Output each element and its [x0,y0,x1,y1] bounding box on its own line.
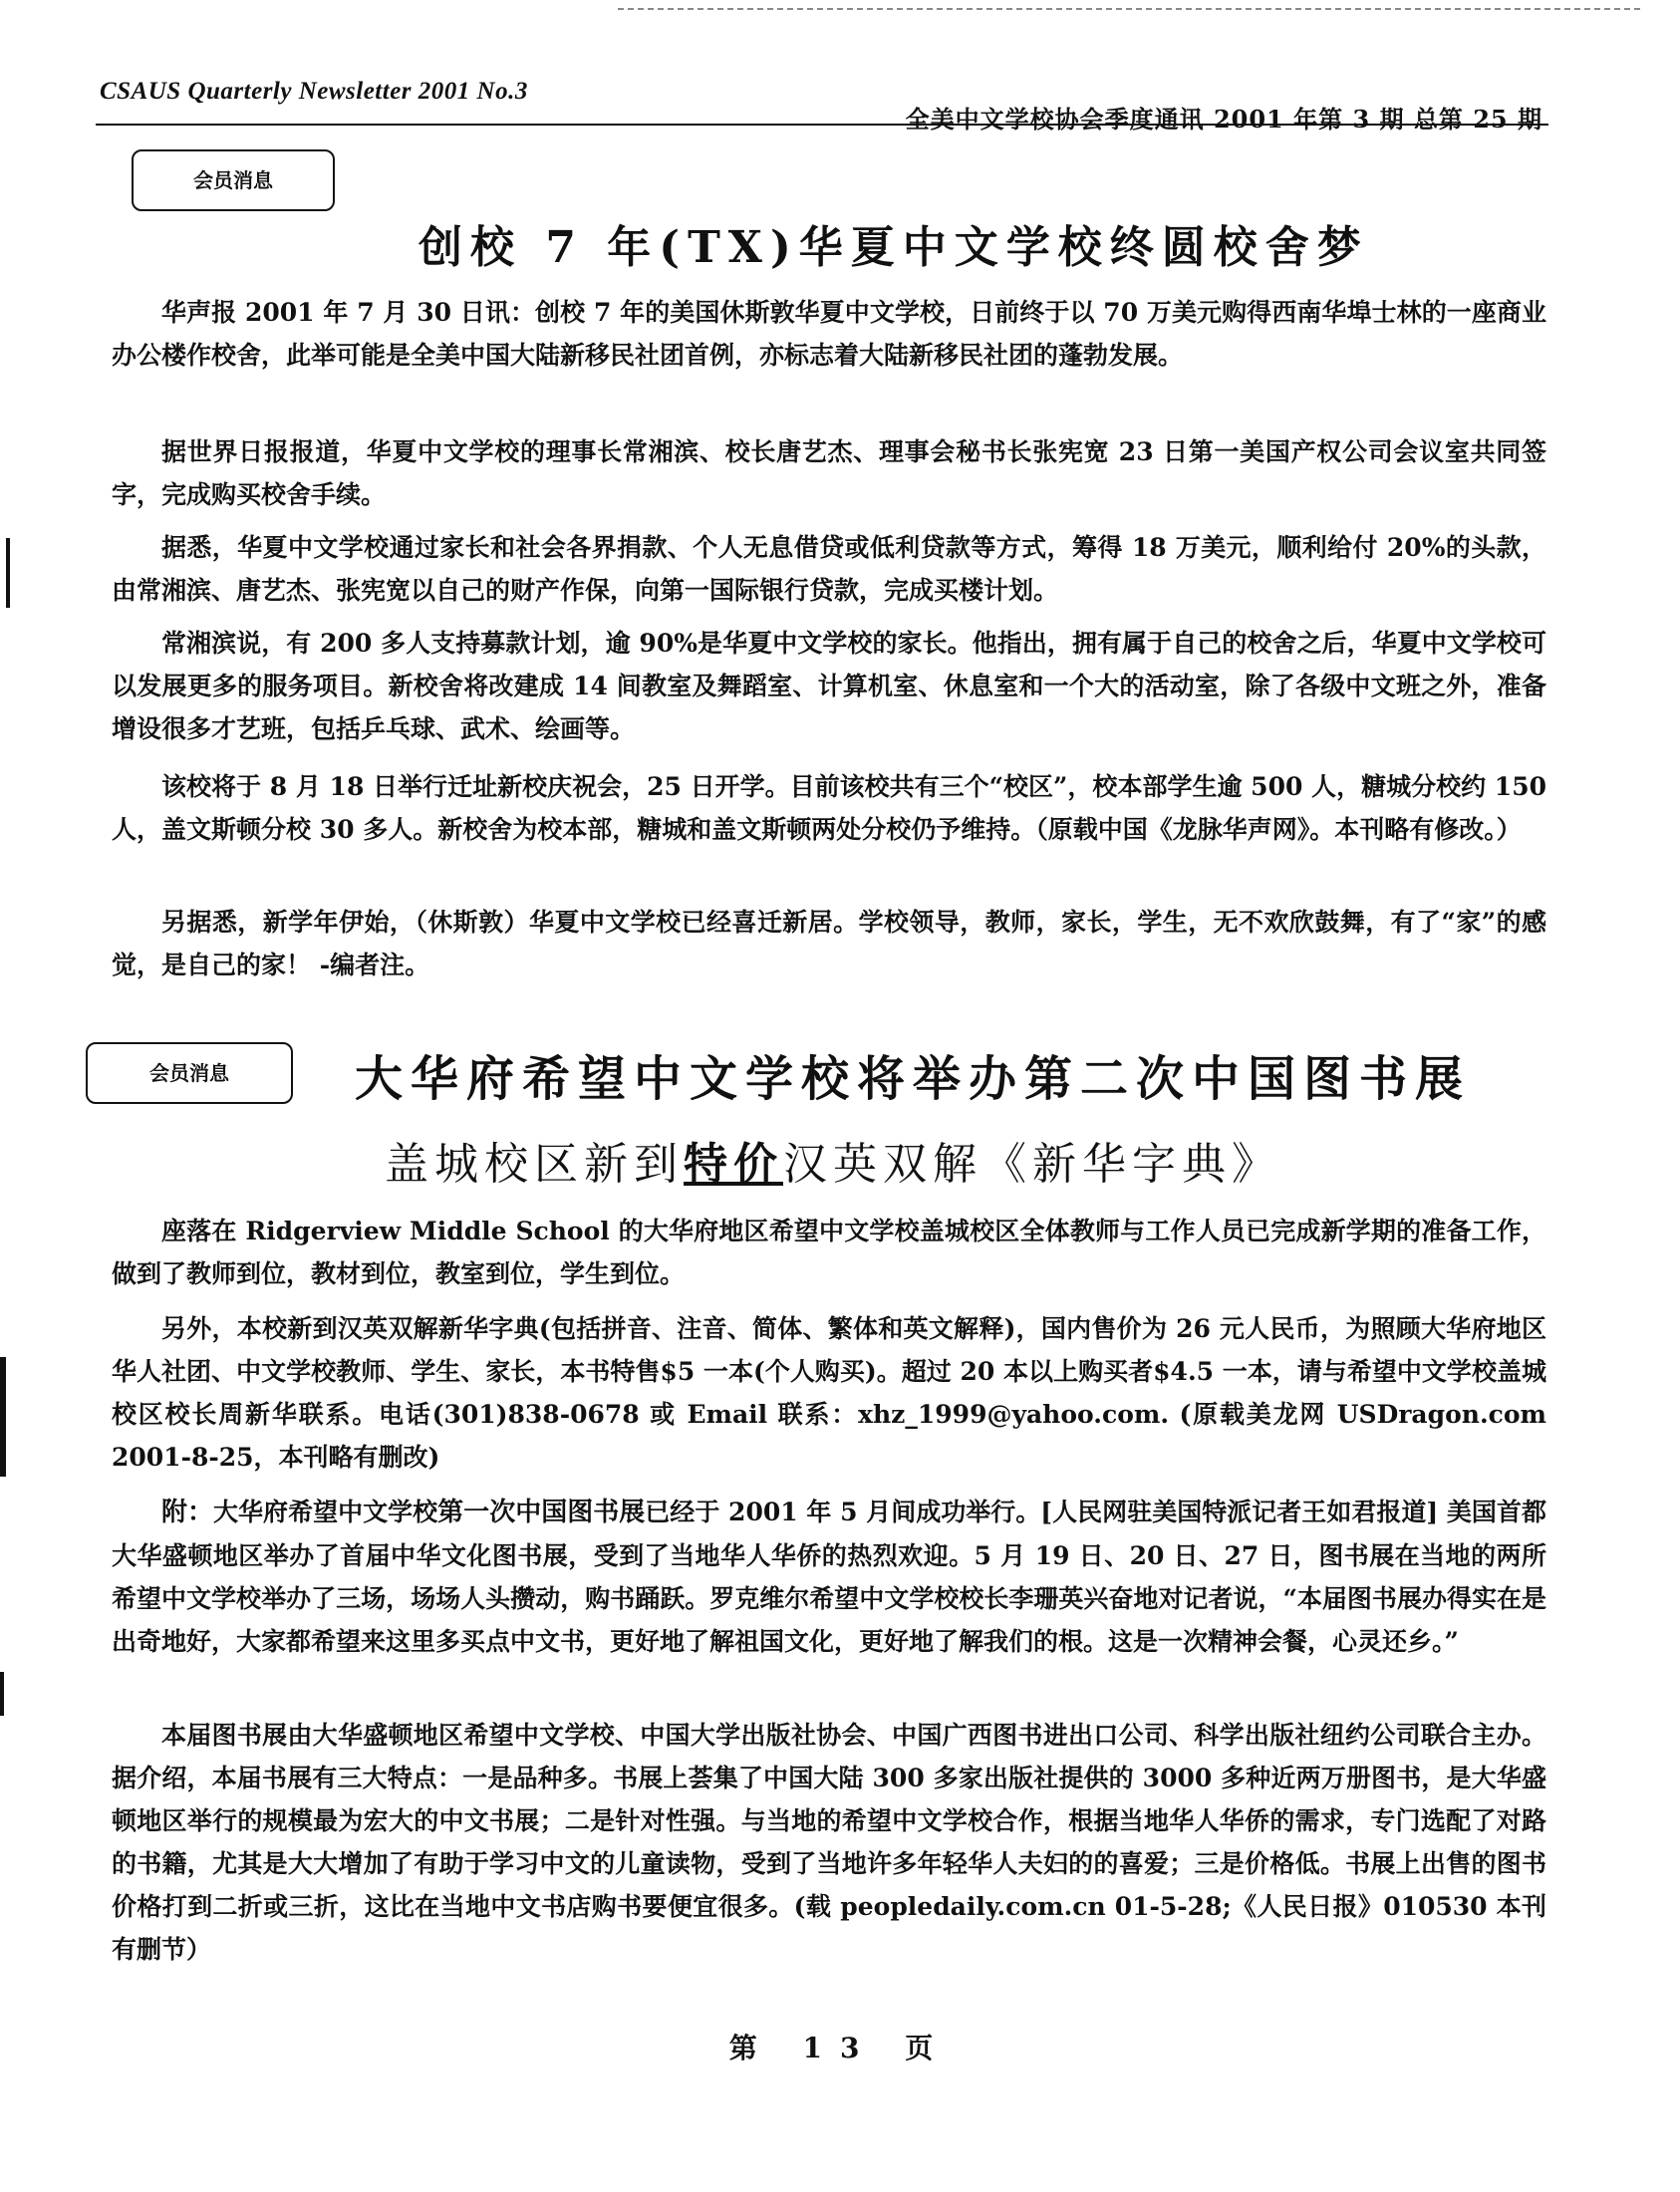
header-publication-title: CSAUS Quarterly Newsletter 2001 No.3 [100,78,528,105]
appendix-text: 大华府希望中文学校 [213,1498,438,1526]
article-paragraph: 该校将于 8 月 18 日举行迁址新校庆祝会，25 日开学。目前该校共有三个“校区”，校本部学生逾 500 人，糖城分校约 150 人，盖文斯顿分校 30 多人。新校舍为校本部，糖城和盖文斯顿两处分校仍予维持。（原载中国《龙脉华声网》。本刊略有修改。） [112,772,1546,844]
scan-mark [0,1672,4,1716]
subtitle-part: 盖城校区新到 [385,1139,684,1190]
scan-mark [0,1357,6,1477]
appendix-lead: 附： [161,1498,214,1527]
scan-edge-line [618,8,1640,10]
article-paragraph: 常湘滨说，有 200 多人支持募款计划，逾 90%是华夏中文学校的家长。他指出，拥有属于自己的校舍之后，华夏中文学校可以发展更多的服务项目。新校舍将改建成 14 间教室及舞蹈室、计算机室、休息室和一个大的活动室，除了各级中文班之外，准备增设很多才艺班，包括乒乓球、武术、绘画等。 [112,629,1546,743]
subtitle-part: 汉英双解《新华字典》 [783,1139,1281,1190]
subtitle-highlight: 特价 [684,1139,783,1190]
member-news-tag: 会员消息 [86,1042,293,1104]
article-paragraph: 另外，本校新到汉英双解新华字典(包括拼音、注音、简体、繁体和英文解释)，国内售价为 26 元人民币，为照顾大华府地区华人社团、中文学校教师、学生、家长，本书特售$5 一本(个人购买)。超过 20 本以上购买者$4.5 一本，请与希望中文学校盖城校区校长周新华联系。电话(301)838-0678 或 Email 联系：xhz_1999@yahoo.com. (原载美龙网 USDragon.com 2001-8-25，本刊略有删改) [112,1314,1546,1472]
article-subtitle [385,1128,1281,1192]
article-title: 大华府希望中文学校将举办第二次中国图书展 [355,1051,1472,1107]
page-number: 第 13 页 [728,2032,952,2064]
article-paragraph: 另据悉，新学年伊始，（休斯敦）华夏中文学校已经喜迁新居。学校领导，教师，家长，学生，无不欢欣鼓舞，有了“家”的感觉，是自己的家！ -编者注。 [112,908,1546,979]
appendix-text: 已经于 2001 年 5 月间成功举行。[人民网驻美国特派记者王如君报道] 美国首都大华盛顿地区举办了首届中华文化图书展，受到了当地华人华侨的热烈欢迎。5 月 19 日、20 日、27 日，图书展在当地的两所希望中文学校举办了三场，场场人头攒动，购书踊跃。罗克维尔希望中文学校校长李珊英兴奋地对记者说，“本届图书展办得实在是出奇地好，大家都希望来这里多买点中文书，更好地了解祖国文化，更好地了解我们的根。这是一次精神会餐，心灵还乡。” [112,1498,1546,1656]
article-paragraph: 座落在 Ridgerview Middle School 的大华府地区希望中文学校盖城校区全体教师与工作人员已完成新学期的准备工作，做到了教师到位，教材到位，教室到位，学生到位。 [112,1217,1546,1288]
article-paragraph: 华声报 2001 年 7 月 30 日讯：创校 7 年的美国休斯敦华夏中文学校，日前终于以 70 万美元购得西南华埠士林的一座商业办公楼作校舍，此举可能是全美中国大陆新移民社团首例，亦标志着大陆新移民社团的蓬勃发展。 [112,298,1546,370]
article-paragraph: 本届图书展由大华盛顿地区希望中文学校、中国大学出版社协会、中国广西图书进出口公司、科学出版社纽约公司联合主办。据介绍，本届书展有三大特点：一是品种多。书展上荟集了中国大陆 300 多家出版社提供的 3000 多种近两万册图书，是大华盛顿地区举行的规模最为宏大的中文书展；二是针对性强。与当地的希望中文学校合作，根据当地华人华侨的需求，专门选配了对路的书籍，尤其是大大增加了有助于学习中文的儿童读物，受到了当地许多年轻华人夫妇的的喜爱；三是价格低。书展上出售的图书价格打到二折或三折，这比在当地中文书店购书要便宜很多。(载 peopledaily.com.cn 01-5-28;《人民日报》010530 本刊有删节） [112,1721,1546,1964]
article-title: 创校 7 年(TX)华夏中文学校终圆校舍梦 [419,222,1369,273]
member-news-tag: 会员消息 [132,149,335,211]
appendix-paragraph [112,1491,1546,1663]
scan-mark [6,538,10,608]
article-paragraph: 据世界日报报道，华夏中文学校的理事长常湘滨、校长唐艺杰、理事会秘书长张宪宽 23 日第一美国产权公司会议室共同签字，完成购买校舍手续。 [112,437,1546,509]
appendix-highlight: 第一次中国图书展 [437,1498,646,1527]
header-rule [96,124,1548,126]
header-issue-info: 全美中文学校协会季度通讯 2001 年第 3 期 总第 25 期 [905,105,1542,134]
article-paragraph: 据悉，华夏中文学校通过家长和社会各界捐款、个人无息借贷或低利贷款等方式，筹得 18 万美元，顺利给付 20%的头款，由常湘滨、唐艺杰、张宪宽以自己的财产作保，向第一国际银行贷款，完成买楼计划。 [112,533,1546,605]
